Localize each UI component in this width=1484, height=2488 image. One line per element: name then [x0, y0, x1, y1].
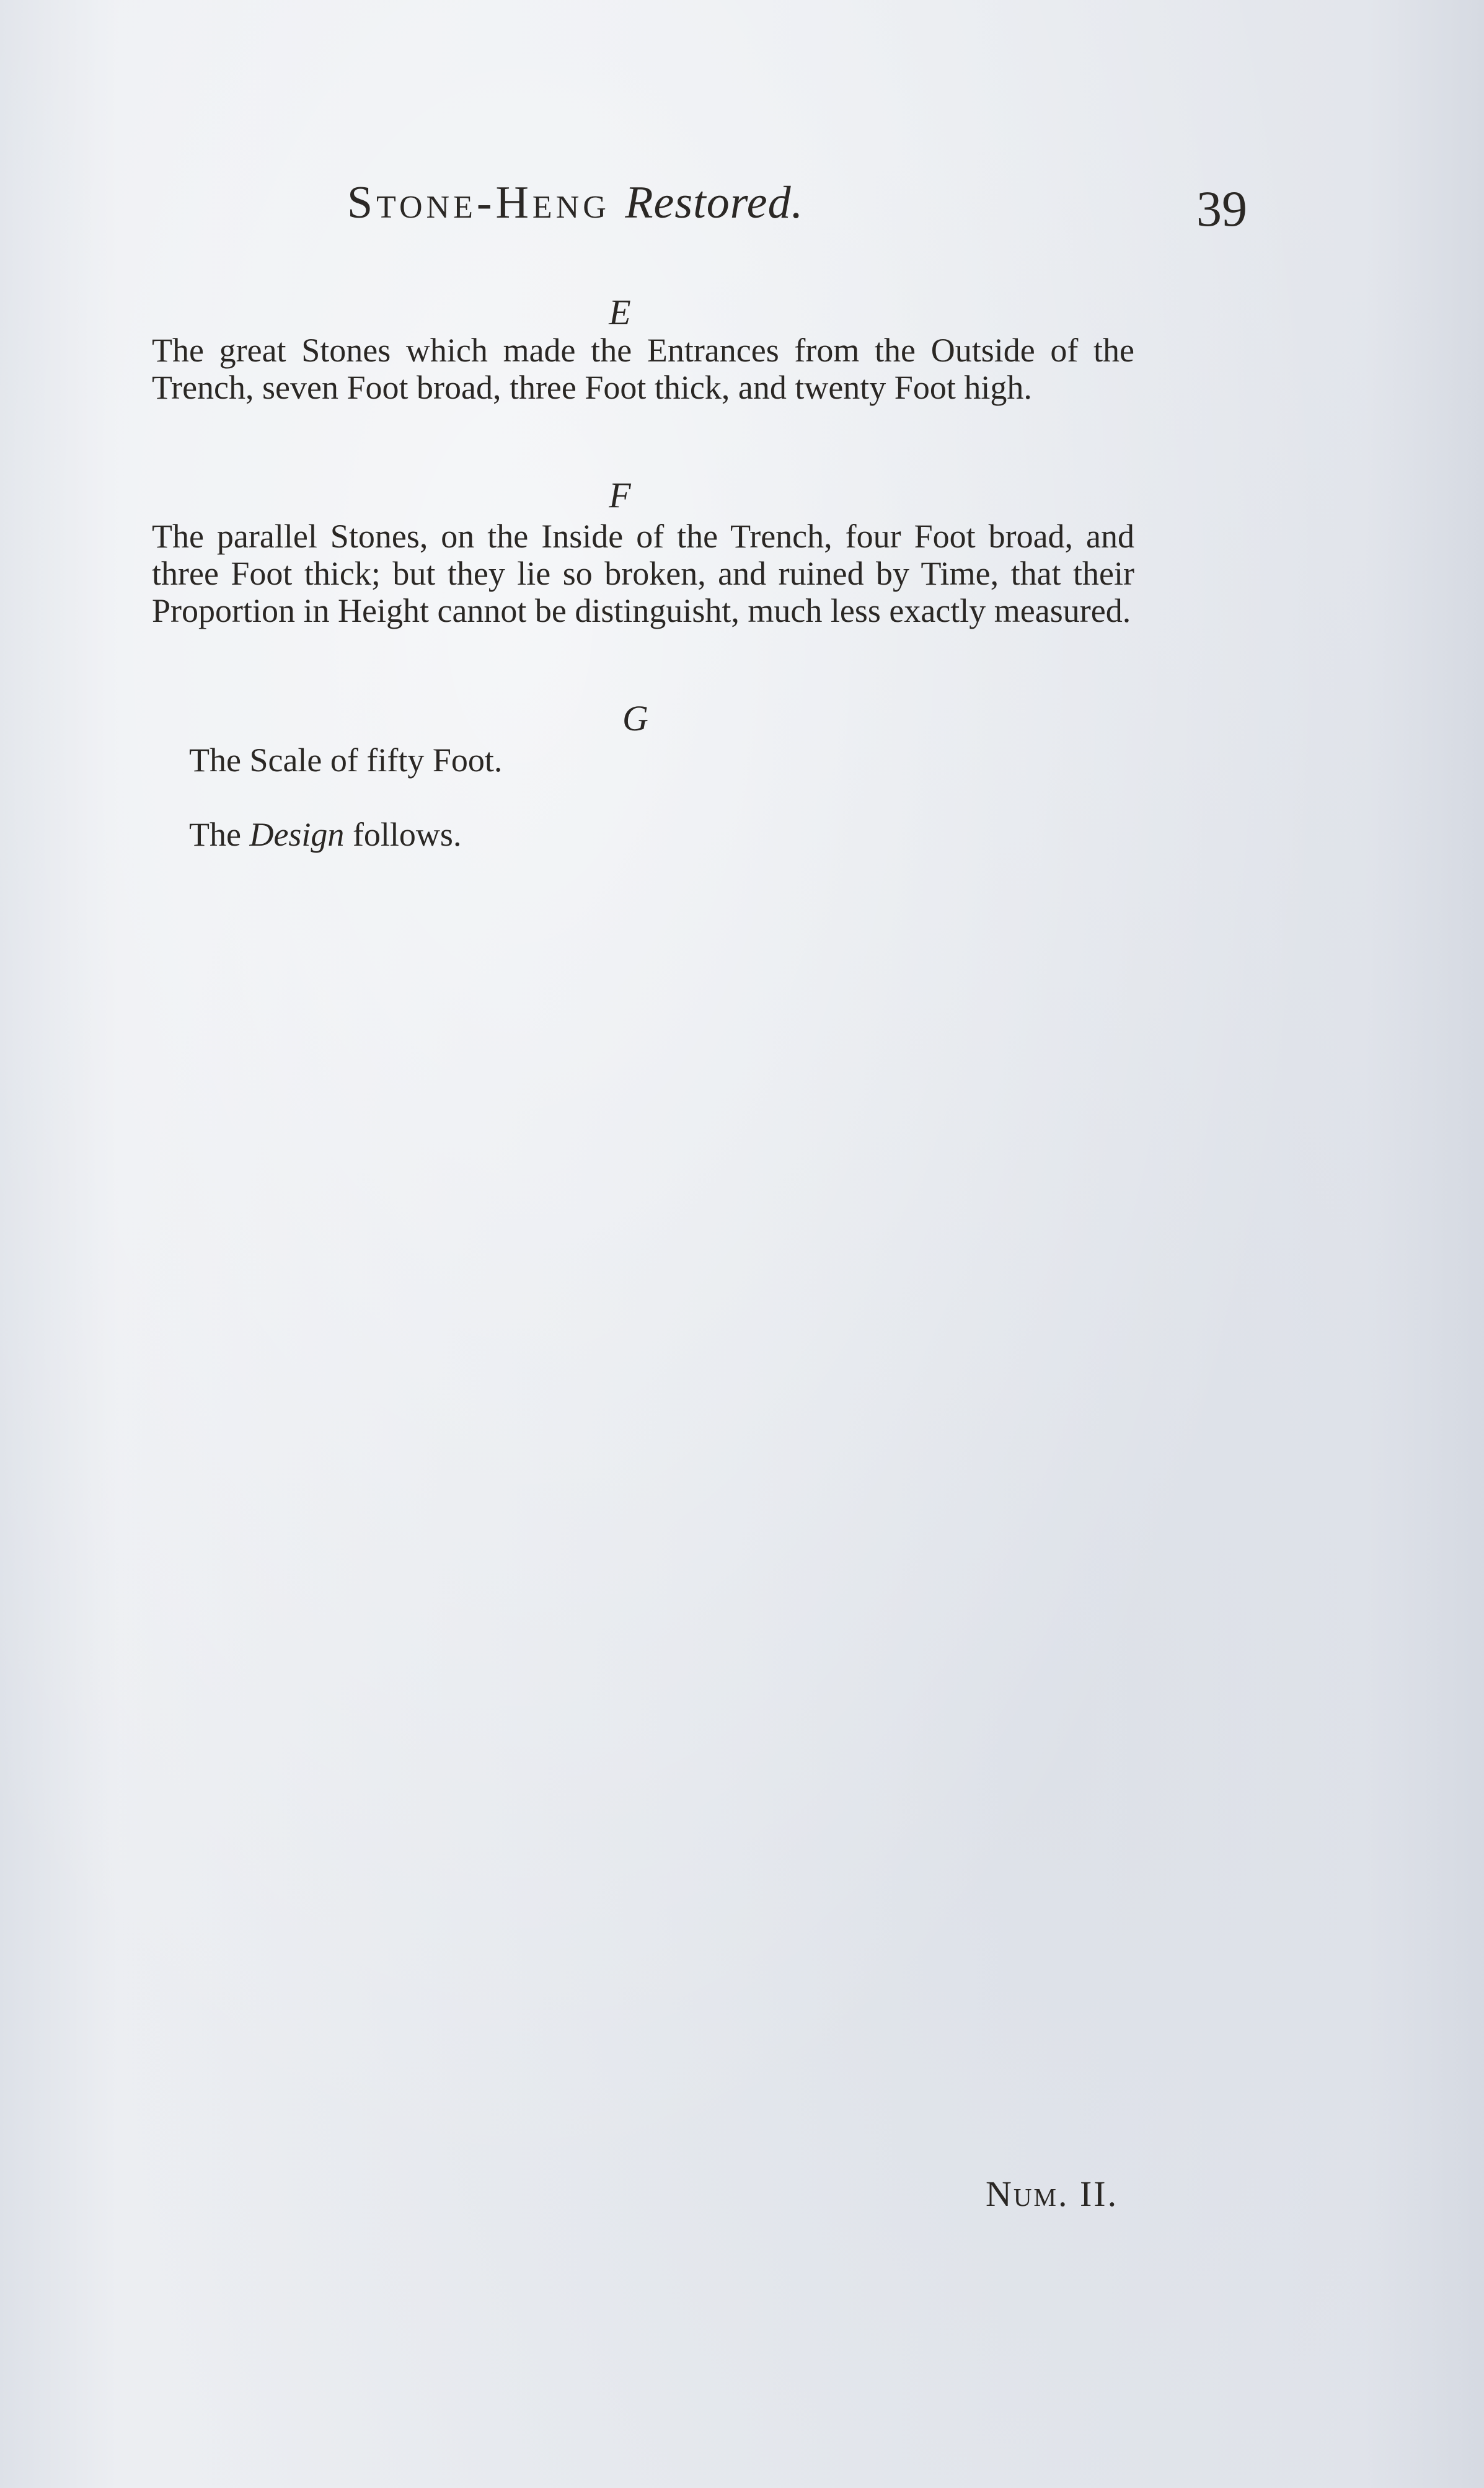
design-word: Design [249, 816, 345, 853]
running-head-title-italic: Restored. [625, 177, 804, 228]
paragraph-g: The Scale of fifty Foot. [189, 742, 503, 779]
design-suffix: follows. [352, 816, 462, 853]
running-head-title: Stone-Heng [347, 177, 610, 228]
design-prefix: The [189, 816, 241, 853]
running-head [347, 177, 803, 229]
section-letter-e: E [609, 292, 631, 332]
page-number: 39 [1196, 180, 1247, 237]
paragraph-e: The great Stones which made the Entrances from the Outside of the Trench, seven Foot broad, three Foot thick, and twenty Foot high. [152, 332, 1134, 406]
paragraph-f: The parallel Stones, on the Inside of the Trench, four Foot broad, and three Foot thick; but they lie so broken, and ruined by Time, that their Proportion in Height cannot be distinguisht, much less exactly measured. [152, 518, 1134, 629]
section-letter-g: G [622, 698, 648, 738]
design-line [189, 815, 461, 854]
catchword: Num. II. [986, 2174, 1119, 2214]
section-letter-f: F [609, 475, 631, 515]
